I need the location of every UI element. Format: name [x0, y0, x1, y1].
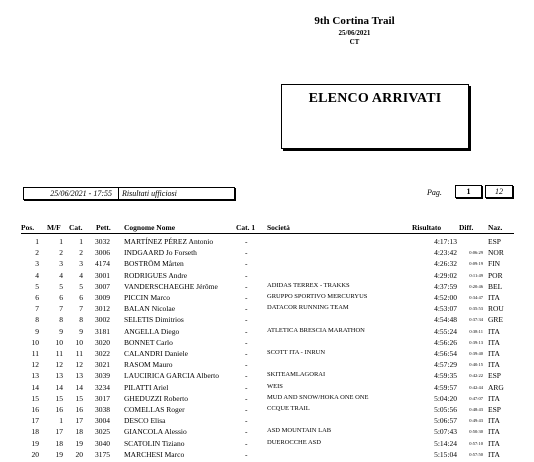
cell-name: PICCIN Marco [124, 293, 171, 302]
cell-risultato: 4:26:32 [434, 259, 457, 269]
cell-risultato: 4:55:24 [434, 326, 457, 336]
cell-cat: 18 [75, 427, 83, 437]
table-row [0, 293, 534, 305]
cell-diff: 0:50:30 [469, 429, 483, 435]
cell-diff: 0:48:43 [469, 407, 483, 412]
cell-naz: FIN [488, 259, 501, 269]
cell-pos: 2 [35, 248, 39, 258]
cell-risultato: 4:54:48 [434, 315, 457, 325]
col-cat1: Cat. 1 [236, 223, 256, 232]
cell-pos: 4 [35, 270, 39, 280]
cell-cat: 15 [75, 393, 83, 403]
cell-pos: 15 [31, 393, 39, 403]
table-row [0, 304, 534, 316]
cell-cat1: - [245, 326, 248, 336]
cell-cat: 1 [79, 237, 83, 246]
cell-naz: ITA [488, 360, 500, 370]
cell-pett: 3007 [95, 281, 110, 291]
cell-name: SELETIS Dimitrios [124, 315, 184, 325]
results-status: Risultati ufficiosi [122, 189, 177, 198]
cell-name: MARTÍNEZ PÉREZ Antonio [124, 237, 214, 246]
cell-cat: 2 [79, 248, 83, 258]
cell-risultato: 5:14:24 [434, 438, 457, 448]
table-row [0, 327, 534, 339]
table-row [0, 427, 534, 439]
cell-name: PILATTI Ariel [124, 382, 169, 392]
event-date: 25/06/2021 [338, 29, 371, 37]
cell-cat1: - [245, 304, 248, 314]
cell-naz: NOR [488, 248, 504, 258]
cell-diff: 0:38:11 [469, 328, 483, 334]
cell-pos: 5 [35, 281, 39, 291]
cell-mf: 1 [59, 416, 63, 426]
cell-mf: 13 [55, 371, 63, 381]
col-name: Cognome Nome [124, 223, 176, 232]
cell-naz: ITA [488, 427, 500, 437]
cell-cat: 6 [79, 293, 83, 302]
cell-societa: ASD MOUNTAIN LAB [267, 427, 332, 435]
cell-naz: ITA [488, 393, 500, 403]
cell-cat: 11 [75, 349, 83, 358]
cell-pett: 3017 [95, 393, 110, 403]
cell-risultato: 4:52:00 [434, 293, 457, 302]
cell-cat1: - [245, 405, 248, 414]
cell-pett: 3002 [95, 315, 110, 325]
cell-risultato: 4:17:13 [434, 237, 457, 246]
cell-cat1: - [245, 293, 248, 302]
cell-mf: 1 [59, 237, 63, 246]
cell-cat: 10 [75, 337, 83, 347]
cell-societa: SKITEAMLAGORAI [267, 371, 326, 379]
cell-pett: 3040 [95, 438, 110, 448]
cell-societa: CCQUE TRAIL [267, 405, 310, 412]
cell-naz: ITA [488, 337, 500, 347]
cell-pett: 3175 [95, 449, 110, 459]
cell-diff: 0:06:29 [469, 250, 483, 256]
cell-name: CALANDRI Daniele [124, 349, 188, 358]
cell-cat: 13 [75, 371, 83, 381]
cell-pos: 9 [35, 326, 39, 336]
col-societa: Società [267, 223, 290, 232]
cell-cat1: - [245, 427, 248, 437]
cell-cat1: - [245, 360, 248, 370]
cell-name: ANGELLA Diego [124, 326, 180, 336]
table-row [0, 237, 534, 249]
cell-mf: 12 [55, 360, 63, 370]
cell-diff: 0:34:47 [469, 295, 483, 300]
cell-pos: 1 [35, 237, 39, 246]
table-row [0, 450, 534, 462]
cell-pos: 3 [35, 259, 39, 269]
table-row [0, 248, 534, 260]
col-pett: Pett. [96, 223, 111, 232]
cell-cat: 19 [75, 438, 83, 448]
cell-cat: 5 [79, 281, 83, 291]
cell-diff: 0:57:50 [469, 451, 483, 457]
cell-cat: 17 [75, 416, 83, 426]
table-row [0, 282, 534, 294]
cell-pett: 3001 [95, 270, 110, 280]
cell-cat1: - [245, 315, 248, 325]
cell-pett: 3009 [95, 293, 110, 302]
cell-name: INDGAARD Jo Forseth [124, 248, 197, 258]
cell-pett: 4174 [95, 259, 110, 269]
cell-cat1: - [245, 438, 248, 448]
cell-pos: 13 [31, 371, 39, 381]
cell-pos: 20 [31, 449, 39, 459]
table-row [0, 271, 534, 283]
table-row [0, 405, 534, 417]
table-row [0, 338, 534, 350]
cell-diff: 0:49:43 [469, 418, 483, 424]
print-datetime: 25/06/2021 - 17:55 [50, 189, 112, 198]
cell-diff: 0:42:22 [469, 373, 483, 379]
cell-risultato: 4:59:35 [434, 371, 457, 381]
cell-risultato: 4:56:54 [434, 349, 457, 358]
cell-risultato: 4:29:02 [434, 270, 457, 280]
cell-pett: 3025 [95, 427, 110, 437]
cell-cat1: - [245, 449, 248, 459]
cell-name: LAUCIRICA GARCIA Alberto [124, 371, 220, 381]
cell-naz: ESP [488, 237, 501, 246]
table-row [0, 315, 534, 327]
cell-naz: ITA [488, 438, 500, 448]
cell-naz: ESP [488, 405, 501, 414]
cell-pos: 10 [31, 337, 39, 347]
cell-pett: 3022 [95, 349, 110, 358]
cell-cat1: - [245, 270, 248, 280]
cell-cat1: - [245, 349, 248, 358]
cell-pos: 7 [35, 304, 39, 314]
cell-name: BOSTRÖM Mårten [124, 259, 184, 269]
cell-naz: BEL [488, 281, 503, 291]
cell-naz: ITA [488, 293, 500, 302]
cell-risultato: 4:59:57 [434, 382, 457, 392]
header-rule [21, 233, 514, 234]
cell-cat: 12 [75, 360, 83, 370]
cell-mf: 9 [59, 326, 63, 336]
cell-risultato: 5:15:04 [434, 449, 457, 459]
cell-diff: 0:47:07 [469, 395, 483, 401]
cell-mf: 14 [55, 382, 63, 392]
table-row [0, 360, 534, 372]
cell-pett: 3012 [95, 304, 110, 314]
cell-pett: 3039 [95, 371, 110, 381]
cell-pett: 3004 [95, 416, 110, 426]
cell-societa: MUD AND SNOW/HOKA ONE ONE [267, 393, 369, 401]
cell-pett: 3234 [95, 382, 110, 392]
cell-cat1: - [245, 393, 248, 403]
col-cat: Cat. [69, 223, 83, 232]
cell-cat: 4 [79, 270, 83, 280]
cell-cat1: - [245, 371, 248, 381]
cell-diff: 0:11:49 [469, 272, 483, 278]
cell-risultato: 5:06:57 [434, 416, 457, 426]
cell-diff: 0:42:44 [469, 384, 483, 390]
cell-mf: 10 [55, 337, 63, 347]
col-naz: Naz. [488, 223, 503, 232]
cell-societa: GRUPPO SPORTIVO MERCURYUS [267, 293, 368, 300]
cell-name: GIANCOLA Alessio [124, 427, 187, 437]
cell-mf: 15 [55, 393, 63, 403]
cell-risultato: 4:37:59 [434, 281, 457, 291]
cell-name: GHEDUZZI Roberto [124, 393, 188, 403]
cell-pett: 3006 [95, 248, 110, 258]
cell-diff: 0:37:34 [469, 317, 483, 323]
cell-pos: 17 [31, 416, 39, 426]
cell-mf: 6 [59, 293, 63, 302]
cell-risultato: 4:57:29 [434, 360, 457, 370]
table-row [0, 416, 534, 428]
cell-societa: DUEROCCHE ASD [267, 438, 321, 446]
cell-cat1: - [245, 259, 248, 269]
cell-name: MARCHESI Marco [124, 449, 185, 459]
cell-mf: 19 [55, 449, 63, 459]
cell-diff: 0:09:19 [469, 261, 483, 267]
cell-societa: SCOTT ITA - INRUN [267, 349, 326, 356]
table-row [0, 349, 534, 361]
cell-cat1: - [245, 248, 248, 258]
cell-cat1: - [245, 382, 248, 392]
timestamp-box [23, 187, 235, 200]
cell-naz: ITA [488, 449, 500, 459]
cell-naz: ITA [488, 416, 500, 426]
col-diff: Diff. [459, 223, 474, 232]
cell-pos: 16 [31, 405, 39, 414]
cell-pos: 14 [31, 382, 39, 392]
cell-name: COMELLAS Roger [124, 405, 185, 414]
cell-cat1: - [245, 237, 248, 246]
cell-mf: 18 [55, 438, 63, 448]
cell-pett: 3032 [95, 237, 110, 246]
cell-mf: 4 [59, 270, 63, 280]
cell-pett: 3021 [95, 360, 110, 370]
page-current: 1 [455, 185, 482, 198]
cell-naz: ARG [488, 382, 504, 392]
cell-name: BONNET Carlo [124, 337, 173, 347]
cell-pos: 12 [31, 360, 39, 370]
table-row [0, 439, 534, 451]
table-row [0, 371, 534, 383]
cell-pos: 6 [35, 293, 39, 302]
cell-mf: 2 [59, 248, 63, 258]
table-row [0, 259, 534, 271]
cell-name: DESCO Elisa [124, 416, 166, 426]
col-risultato: Risultato [412, 223, 442, 232]
cell-pett: 3038 [95, 405, 110, 414]
col-pos: Pos. [21, 223, 35, 232]
cell-cat1: - [245, 416, 248, 426]
cell-cat: 8 [79, 315, 83, 325]
cell-cat: 7 [79, 304, 83, 314]
cell-naz: GRE [488, 315, 503, 325]
cell-mf: 7 [59, 304, 63, 314]
cell-mf: 17 [55, 427, 63, 437]
cell-risultato: 4:56:26 [434, 337, 457, 347]
cell-mf: 11 [55, 349, 63, 358]
cell-cat1: - [245, 337, 248, 347]
cell-diff: 0:39:13 [469, 339, 483, 345]
cell-cat1: - [245, 281, 248, 291]
cell-pos: 19 [31, 438, 39, 448]
cell-diff: 0:39:40 [469, 351, 483, 356]
report-title-box [281, 84, 469, 149]
event-title: 9th Cortina Trail [314, 15, 395, 27]
cell-name: SCATOLIN Tiziano [124, 438, 185, 448]
cell-naz: ITA [488, 326, 500, 336]
cell-societa: ATLETICA BRESCIA MARATHON [267, 326, 365, 334]
cell-cat: 16 [75, 405, 83, 414]
cell-name: RODRIGUES Andre [124, 270, 188, 280]
cell-risultato: 4:23:42 [434, 248, 457, 258]
table-row [0, 394, 534, 406]
cell-mf: 16 [55, 405, 63, 414]
cell-cat: 14 [75, 382, 83, 392]
cell-pos: 8 [35, 315, 39, 325]
cell-naz: ITA [488, 349, 500, 358]
cell-pett: 3020 [95, 337, 110, 347]
cell-mf: 8 [59, 315, 63, 325]
cell-cat: 9 [79, 326, 83, 336]
cell-pos: 11 [31, 349, 39, 358]
cell-diff: 0:35:53 [469, 306, 483, 312]
cell-cat: 20 [75, 449, 83, 459]
report-title: ELENCO ARRIVATI [308, 91, 442, 106]
cell-societa: WEIS [267, 382, 283, 390]
event-location: CT [349, 38, 360, 46]
cell-pett: 3181 [95, 326, 110, 336]
page-label: Pag. [427, 188, 442, 197]
stamp-divider [118, 188, 119, 199]
cell-naz: ESP [488, 371, 501, 381]
cell-diff: 0:20:46 [469, 283, 483, 289]
cell-mf: 3 [59, 259, 63, 269]
page-total: 12 [485, 185, 513, 198]
cell-societa: ADIDAS TERREX - TRAKKS [267, 281, 350, 289]
table-row [0, 383, 534, 395]
cell-cat: 3 [79, 259, 83, 269]
cell-diff: 0:40:15 [469, 362, 483, 368]
cell-risultato: 5:07:43 [434, 427, 457, 437]
cell-naz: POR [488, 270, 503, 280]
cell-diff: 0:57:10 [469, 440, 483, 446]
cell-risultato: 5:05:56 [434, 405, 457, 414]
col-mf: M/F [47, 223, 61, 232]
cell-risultato: 4:53:07 [434, 304, 457, 314]
cell-pos: 18 [31, 427, 39, 437]
cell-name: BALAN Nicolae [124, 304, 176, 314]
cell-societa: DATACOR RUNNING TEAM [267, 304, 349, 312]
cell-risultato: 5:04:20 [434, 393, 457, 403]
cell-name: VANDERSCHAEGHE Jérôme [124, 281, 218, 291]
cell-name: RASOM Mauro [124, 360, 173, 370]
cell-mf: 5 [59, 281, 63, 291]
cell-naz: ROU [488, 304, 504, 314]
